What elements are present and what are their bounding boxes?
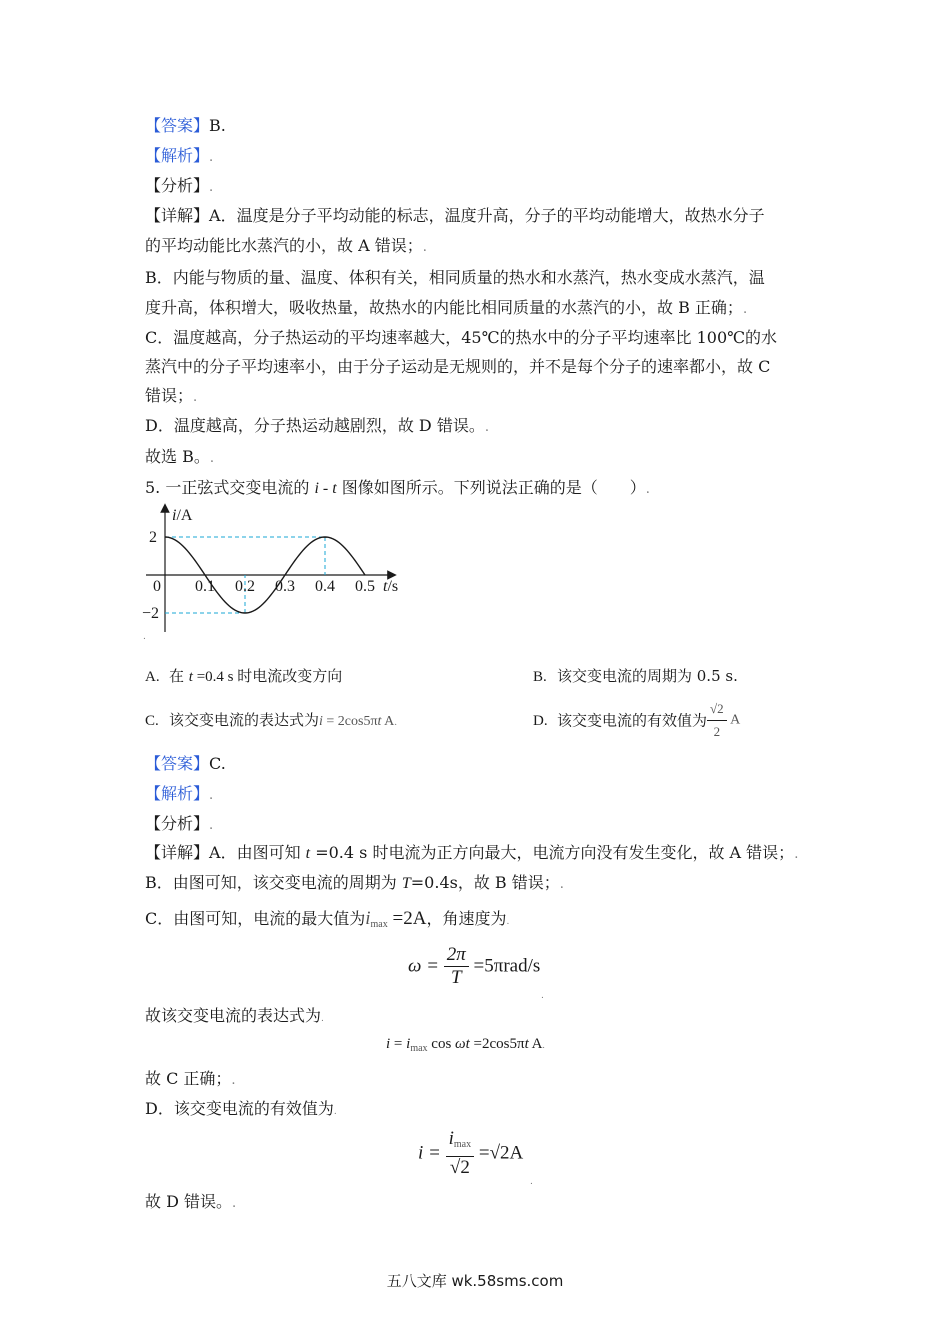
option-D-unit: A — [726, 712, 741, 728]
trail-dot: . — [209, 818, 214, 833]
detail2-A-line — [145, 843, 798, 865]
option-B-text: 该交变电流的周期为 0.5 s. — [557, 667, 738, 685]
conclusion-line — [145, 447, 214, 469]
detail-text: C．温度越高，分子热运动的平均速率越大，45℃的热水中的分子平均速率比 100℃的水 — [145, 328, 778, 347]
D-wrong-line — [145, 1192, 236, 1214]
x-axis-label: t/s — [383, 578, 399, 595]
detail-text: ，角速度为 — [426, 909, 507, 928]
q5-prefix: 5. 一正弦式交变电流的 — [145, 478, 315, 497]
x-tick-label: 0.2 — [235, 578, 255, 595]
detail-C-line-3 — [145, 386, 197, 408]
detail-text: 的平均动能比水蒸汽的小，故 A 错误； — [145, 236, 423, 255]
footer-watermark: 五八文库 wk.58sms.com — [386, 1272, 564, 1290]
detail2-B-line — [145, 873, 564, 895]
detail-var-T: T — [401, 875, 411, 892]
detail-C-line-1 — [145, 328, 777, 348]
C-correct-line — [145, 1069, 236, 1091]
detail-text: 错误； — [145, 386, 194, 405]
trail-dot: . — [209, 180, 214, 195]
detail-text: 度升高，体积增大，吸收热量，故热水的内能比相同质量的水蒸汽的小，故 B 正确； — [145, 298, 743, 317]
option-D[interactable] — [533, 698, 740, 743]
trail-dot: . — [530, 1177, 533, 1187]
detail-tag: 【详解】 — [145, 843, 210, 862]
D-intro-line — [145, 1099, 337, 1122]
option-A-text: 在 — [169, 667, 189, 685]
analysis-tag: 【解析】 — [145, 784, 210, 803]
option-B[interactable] — [533, 666, 738, 687]
trail-dot: . — [645, 482, 650, 497]
detail-text: B．内能与物质的量、温度、体积有关，相同质量的热水和水蒸汽，热水变成水蒸汽，温 — [145, 268, 765, 287]
detail-C-line-2 — [145, 357, 770, 377]
answer-line-1 — [145, 116, 226, 136]
detail-tag: 【详解】 — [145, 206, 210, 225]
rms-fraction: $\frac{i_{max}}{√2}$ — [446, 1128, 475, 1179]
trail-dot: . — [422, 240, 427, 255]
trail-dot: . — [193, 390, 198, 405]
trail-dot: . — [333, 1107, 337, 1117]
trail-dot: . — [209, 150, 214, 165]
option-A-var: t — [188, 669, 193, 685]
detail-text: =0.4 s 时电流为正方向最大，电流方向没有发生变化，故 A 错误； — [310, 843, 795, 862]
x-tick-label: 0.4 — [315, 578, 335, 595]
detail2-C-line — [145, 909, 509, 935]
detail-text: 故该交变电流的表达式为 — [145, 1006, 322, 1025]
answer-value: B. — [209, 116, 226, 135]
fenxi-line-1 — [145, 176, 213, 198]
trail-dot: . — [541, 991, 544, 1001]
trail-dot: . — [321, 1014, 324, 1024]
trail-dot: . — [794, 847, 799, 862]
answer-line-2 — [145, 754, 226, 774]
omega-fraction: $\frac{2\pi}{T}$ — [444, 944, 469, 989]
detail-var-t: t — [305, 845, 311, 862]
trail-dot: . — [484, 420, 489, 435]
trail-dot: . — [394, 718, 398, 728]
detail-text: A．温度是分子平均动能的标志，温度升高，分子的平均动能增大，故热水分子 — [209, 206, 765, 225]
detail-text: 蒸汽中的分子平均速率小，由于分子运动是无规则的，并不是每个分子的速率都小，故 C — [145, 357, 771, 376]
detail-text: D．温度越高，分子热运动越剧烈，故 D 错误。 — [145, 416, 485, 435]
imax-formula: $i_{max} =2A$ — [365, 908, 427, 930]
expression-intro — [145, 1006, 324, 1029]
i-t-graph — [140, 500, 420, 640]
option-D-text: 该交变电流的有效值为 — [557, 711, 708, 730]
detail-A-line-1 — [145, 206, 765, 226]
trail-dot: . — [209, 788, 214, 803]
detail-text: D．该交变电流的有效值为 — [145, 1099, 334, 1118]
detail-A-line-2 — [145, 236, 427, 258]
trail-dot: . — [231, 1073, 236, 1088]
answer-tag: 【答案】 — [145, 754, 210, 773]
option-A-label: A. — [145, 669, 160, 685]
detail-text: A．由图可知 — [209, 843, 306, 862]
trail-dot: . — [506, 917, 510, 927]
answer-value: C. — [209, 754, 226, 773]
option-B-label: B. — [533, 669, 547, 685]
option-D-label: D. — [533, 712, 548, 729]
detail-text: C．由图可知，电流的最大值为 — [145, 909, 366, 928]
omega-formula: ω = $\frac{2\pi}{T}$ =5πrad/s — [408, 944, 541, 988]
rms-trail — [530, 1169, 533, 1192]
q5-var-t: t — [332, 480, 337, 497]
y-tick-label: −2 — [141, 605, 159, 622]
chart-trail — [143, 624, 146, 647]
y-tick-label: 2 — [149, 529, 157, 546]
trail-dot: . — [209, 451, 214, 466]
question-5-stem — [145, 478, 650, 500]
detail-text: 故 C 正确； — [145, 1069, 232, 1088]
option-D-fraction: $\frac{√2}{2}$ — [707, 698, 727, 743]
option-A-text2: =0.4 s 时电流改变方向 — [192, 669, 343, 685]
fenxi-tag: 【分析】 — [145, 814, 210, 833]
option-C-formula: i = 2cos5πt A — [319, 714, 395, 729]
conclusion-text: 故选 B。 — [145, 447, 210, 466]
detail-text: 故 D 错误。 — [145, 1192, 233, 1211]
analysis-tag: 【解析】 — [145, 146, 210, 165]
option-C-text: 该交变电流的表达式为 — [169, 711, 320, 729]
trail-dot: . — [232, 1196, 237, 1211]
option-A[interactable] — [145, 666, 342, 687]
analysis-line-1 — [145, 146, 213, 168]
x-tick-label: 0 — [153, 578, 161, 595]
fenxi-line-2 — [145, 814, 213, 836]
expression-formula: $i = i_{max}$ cos ωt =2cos5πt A. — [386, 1036, 545, 1054]
x-tick-label: 0.5 — [355, 578, 375, 595]
fenxi-tag: 【分析】 — [145, 176, 210, 195]
trail-dot: . — [559, 877, 564, 892]
x-tick-label: 0.3 — [275, 578, 295, 595]
answer-tag: 【答案】 — [145, 116, 210, 135]
detail-text: =0.4s，故 B 错误； — [410, 873, 560, 892]
y-axis-label: i/A — [172, 507, 193, 524]
q5-dash: - — [318, 480, 333, 497]
detail-B-line-1 — [145, 268, 765, 288]
detail-B-line-2 — [145, 298, 747, 320]
trail-dot: . — [742, 302, 748, 317]
trail-dot: . — [143, 632, 146, 642]
detail-text: B．由图可知，该交变电流的周期为 — [145, 873, 402, 892]
omega-trail — [541, 983, 544, 1006]
trail-dot: . — [542, 1040, 545, 1050]
detail-D-line — [145, 416, 489, 438]
option-C-label: C. — [145, 713, 159, 729]
q5-suffix: 图像如图所示。下列说法正确的是（ ） — [336, 478, 646, 497]
rms-formula: i = $\frac{i_{max}}{√2}$ =√2A — [418, 1128, 524, 1178]
option-C[interactable] — [145, 710, 397, 733]
x-tick-label: 0.1 — [195, 578, 215, 595]
analysis-line-2 — [145, 784, 213, 806]
q5-var-i: i — [314, 480, 319, 497]
